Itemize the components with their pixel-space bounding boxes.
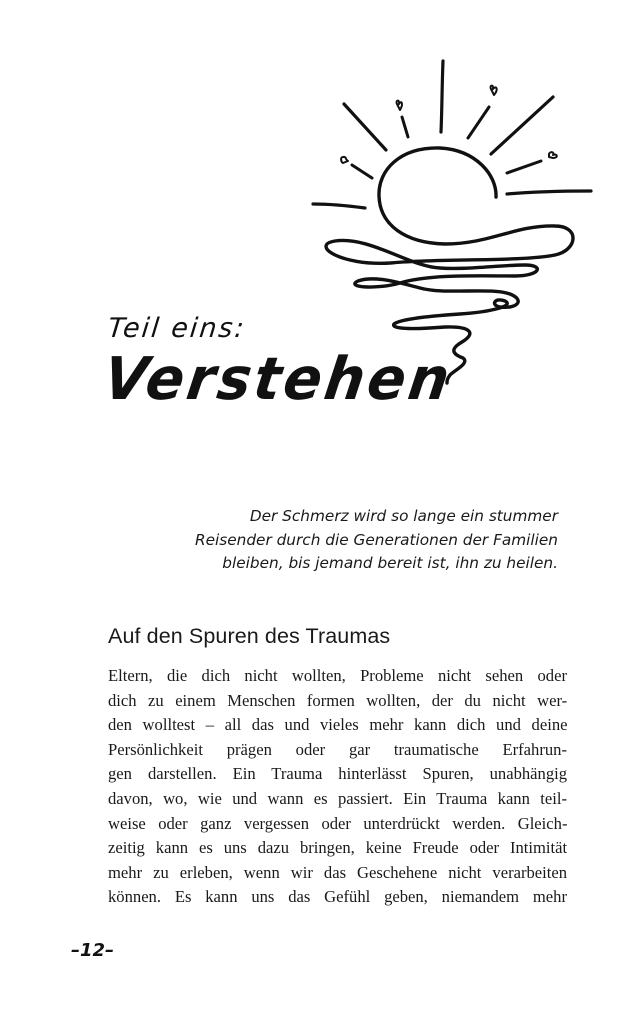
body-paragraph [108,664,567,910]
epigraph-line: Reisender durch die Generationen der Familien [194,530,558,549]
body-line: gen darstellen. Ein Trauma hinterlässt Spuren, unabhängig [108,764,568,784]
body-line: den wolltest – all das und vieles mehr kann dich und deine [108,715,568,735]
epigraph-line: Der Schmerz wird so lange ein stummer [249,507,558,525]
chapter-title: Verstehen [99,345,457,414]
body-line: weise oder ganz vergessen oder unterdrückt werden. Gleich- [108,813,568,833]
epigraph-line: bleiben, bis jemand bereit ist, ihn zu heilen. [222,554,558,572]
page-number: –12– [71,940,115,961]
epigraph-quote [138,505,558,576]
section-heading: Auf den Spuren des Traumas [108,624,391,648]
body-line: können. Es kann uns das Gefühl geben, niemandem mehr [108,887,567,907]
part-label: Teil eins: [106,313,248,344]
body-line: davon, wo, wie und wann es passiert. Ein Trauma kann teil- [108,788,567,808]
sunset-illustration-icon [0,0,641,400]
body-line: zeitig kann es uns dazu bringen, keine Freude oder Intimität [108,838,568,858]
body-line: Persönlichkeit prägen oder gar traumatische Erfahrun- [108,739,567,759]
body-line: mehr zu erleben, wenn wir das Geschehene nicht verarbeiten [108,862,568,882]
body-line: dich zu einem Menschen formen wollten, der du nicht wer- [108,690,568,710]
body-line: Eltern, die dich nicht wollten, Probleme nicht sehen oder [108,666,567,685]
